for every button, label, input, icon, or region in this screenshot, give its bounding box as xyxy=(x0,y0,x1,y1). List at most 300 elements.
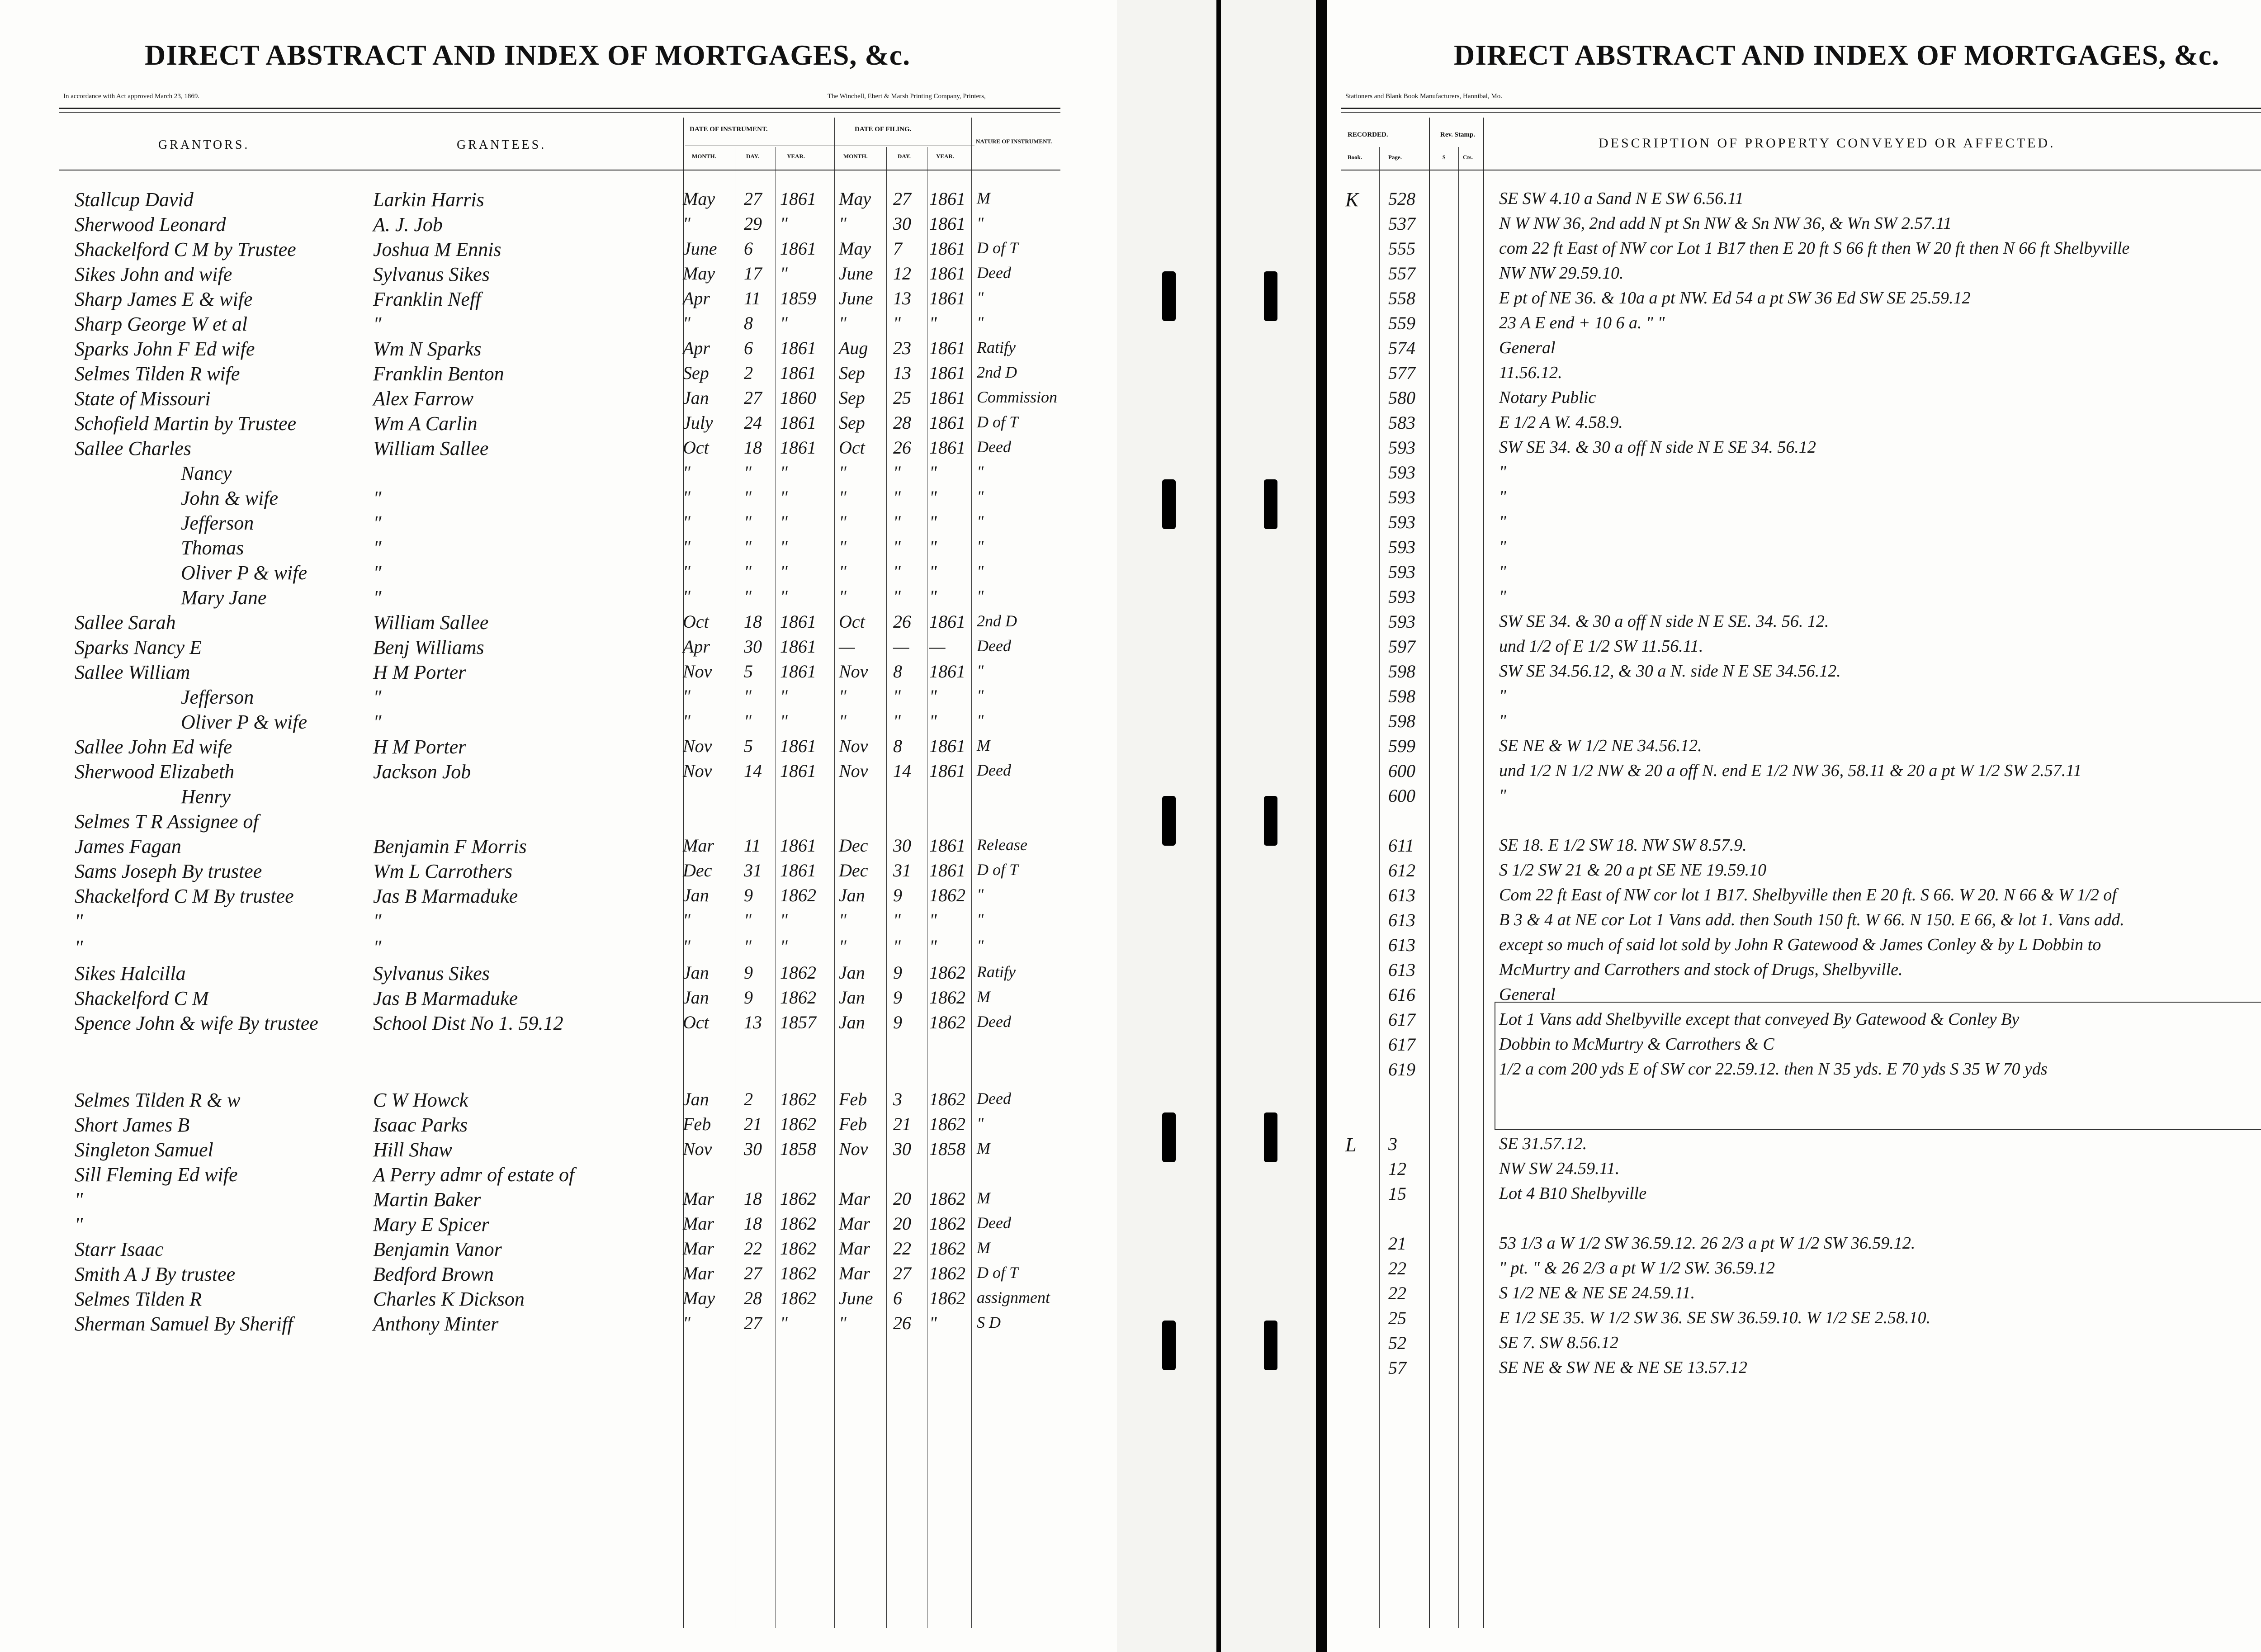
filing-month-cell: " xyxy=(839,313,847,333)
page-cell: 577 xyxy=(1388,363,1415,383)
instrument-year-cell: " xyxy=(780,263,788,284)
filing-month-cell: " xyxy=(839,1313,847,1333)
filing-year-cell: 1861 xyxy=(929,213,965,234)
instrument-year-cell: 1857 xyxy=(780,1012,816,1032)
instrument-month-cell: June xyxy=(683,238,717,259)
instrument-year-cell: " xyxy=(780,686,788,706)
filing-year-cell: " xyxy=(929,313,937,333)
instrument-day-cell: " xyxy=(744,936,752,956)
filing-year-cell: 1861 xyxy=(929,238,965,259)
instrument-day-cell: 22 xyxy=(744,1238,762,1259)
description-cell: N W NW 36, 2nd add N pt Sn NW & Sn NW 36, & Wn SW 2.57.11 xyxy=(1499,214,1952,233)
instrument-year-cell: 1862 xyxy=(780,1089,816,1109)
page-cell: 593 xyxy=(1388,437,1415,458)
nature-cell: D of T xyxy=(977,239,1019,257)
filing-month-cell: Nov xyxy=(839,1139,868,1159)
filing-day-cell: 30 xyxy=(893,1139,911,1159)
nature-cell: M xyxy=(977,1189,990,1207)
description-cell: Lot 4 B10 Shelbyville xyxy=(1499,1184,1647,1203)
header-rule-top xyxy=(1341,108,2261,109)
grantor-cell: Oliver P & wife xyxy=(181,562,307,584)
filing-month-cell: Mar xyxy=(839,1213,870,1234)
description-cell: " xyxy=(1499,686,1506,705)
grantor-cell: " xyxy=(75,936,83,958)
filing-month-cell: " xyxy=(839,462,847,483)
page-header: Page. xyxy=(1388,154,1402,161)
page-cell: 25 xyxy=(1388,1308,1406,1328)
filing-month-cell: " xyxy=(839,487,847,507)
filing-month-cell: Nov xyxy=(839,761,868,781)
book-cell: K xyxy=(1345,189,1359,211)
filing-year-cell: 1861 xyxy=(929,263,965,284)
instrument-day-cell: 18 xyxy=(744,1188,762,1209)
grantor-cell: " xyxy=(75,1213,83,1235)
grantor-cell: Sherwood Leonard xyxy=(75,213,226,236)
grantor-cell: John & wife xyxy=(181,487,279,509)
grantee-cell: Franklin Neff xyxy=(373,288,481,310)
nature-cell: " xyxy=(977,512,984,530)
instrument-month-cell: May xyxy=(683,189,715,209)
grantee-cell: Wm N Sparks xyxy=(373,338,482,360)
instrument-year-cell: 1861 xyxy=(780,338,816,358)
filing-year-cell: 1861 xyxy=(929,736,965,756)
grantee-cell: Hill Shaw xyxy=(373,1139,452,1161)
filing-year-cell: 1862 xyxy=(929,1263,965,1283)
grantee-cell: Joshua M Ennis xyxy=(373,238,501,260)
rule xyxy=(834,118,835,1628)
grantee-cell: Mary E Spicer xyxy=(373,1213,489,1235)
filing-month-cell: Mar xyxy=(839,1263,870,1283)
page-cell: 598 xyxy=(1388,711,1415,731)
grantor-cell: Shackelford C M xyxy=(75,987,209,1009)
instrument-month-cell: " xyxy=(683,562,691,582)
filing-year-cell: " xyxy=(929,587,937,607)
instrument-year-cell: 1861 xyxy=(780,363,816,383)
instrument-day-cell: 29 xyxy=(744,213,762,234)
grantor-cell: Short James B xyxy=(75,1114,190,1136)
page-cell: 555 xyxy=(1388,238,1415,259)
instrument-year-cell: 1862 xyxy=(780,1238,816,1259)
filing-month-cell: " xyxy=(839,512,847,532)
instrument-month-cell: Jan xyxy=(683,987,709,1008)
nature-cell: M xyxy=(977,1239,990,1257)
filing-year-cell: " xyxy=(929,936,937,956)
instrument-day-cell: 2 xyxy=(744,363,753,383)
description-cell: " pt. " & 26 2/3 a pt W 1/2 SW. 36.59.12 xyxy=(1499,1259,1775,1278)
instrument-month-cell: " xyxy=(683,487,691,507)
filing-year-cell: 1861 xyxy=(929,661,965,682)
cents-header: Cts. xyxy=(1463,154,1473,161)
description-cell: Dobbin to McMurtry & Carrothers & C xyxy=(1499,1035,1774,1054)
filing-day-cell: 3 xyxy=(893,1089,902,1109)
page-cell: 12 xyxy=(1388,1159,1406,1179)
instrument-year-cell: 1862 xyxy=(780,885,816,905)
description-cell: SW SE 34. & 30 a off N side N E SE. 34. 56. 12. xyxy=(1499,612,1829,631)
page-cell: 613 xyxy=(1388,960,1415,980)
description-cell: E 1/2 SE 35. W 1/2 SW 36. SE SW 36.59.10. W 1/2 SE 2.58.10. xyxy=(1499,1308,1931,1327)
description-cell: SE 18. E 1/2 SW 18. NW SW 8.57.9. xyxy=(1499,836,1747,855)
rev-stamp-header: Rev. Stamp. xyxy=(1440,131,1476,138)
instrument-month-cell: " xyxy=(683,711,691,731)
grantee-cell: Martin Baker xyxy=(373,1188,481,1211)
instrument-year-cell: 1861 xyxy=(780,860,816,880)
description-cell: com 22 ft East of NW cor Lot 1 B17 then E 20 ft S 66 ft then W 20 ft then N 66 ft Shelbyville xyxy=(1499,239,2130,258)
instrument-day-cell: " xyxy=(744,512,752,532)
description-cell: S 1/2 NE & NE SE 24.59.11. xyxy=(1499,1283,1695,1302)
instrument-year-cell: " xyxy=(780,487,788,507)
recorded-header: RECORDED. xyxy=(1348,131,1388,138)
instrument-year-cell: 1861 xyxy=(780,611,816,632)
book-header: Book. xyxy=(1348,154,1362,161)
filing-year-cell: 1862 xyxy=(929,1213,965,1234)
grantor-cell: Jefferson xyxy=(181,512,254,534)
nature-cell: " xyxy=(977,711,984,729)
filing-day-cell: 26 xyxy=(893,437,911,458)
grantors-header: GRANTORS. xyxy=(158,138,250,152)
description-cell: SW SE 34. & 30 a off N side N E SE 34. 56.12 xyxy=(1499,438,1816,457)
inst-month-header: MONTH. xyxy=(692,153,716,160)
nature-cell: " xyxy=(977,686,984,705)
filing-year-cell: " xyxy=(929,1313,937,1333)
filing-day-cell: 6 xyxy=(893,1288,902,1308)
grantee-cell: Sylvanus Sikes xyxy=(373,263,490,285)
header-rule-top xyxy=(59,108,1060,109)
rule xyxy=(1429,118,1430,1628)
filing-month-cell: Sep xyxy=(839,412,865,433)
book-cell: L xyxy=(1345,1134,1357,1156)
instrument-month-cell: May xyxy=(683,1288,715,1308)
page-cell: 593 xyxy=(1388,487,1415,507)
filing-month-cell: " xyxy=(839,587,847,607)
instrument-day-cell: 17 xyxy=(744,263,762,284)
grantor-cell: Spence John & wife By trustee xyxy=(75,1012,318,1034)
description-cell: McMurtry and Carrothers and stock of Drugs, Shelbyville. xyxy=(1499,960,1903,979)
filing-year-cell: 1862 xyxy=(929,1089,965,1109)
description-cell: " xyxy=(1499,587,1506,606)
nature-cell: " xyxy=(977,289,984,307)
grantee-cell: " xyxy=(373,936,382,958)
grantee-cell: H M Porter xyxy=(373,661,466,683)
filing-day-cell: 23 xyxy=(893,338,911,358)
instrument-month-cell: Mar xyxy=(683,1213,714,1234)
nature-cell: " xyxy=(977,662,984,680)
grantor-cell: Oliver P & wife xyxy=(181,711,307,733)
instrument-year-cell: 1862 xyxy=(780,1213,816,1234)
instrument-day-cell: 8 xyxy=(744,313,753,333)
grantee-cell: Benjamin F Morris xyxy=(373,835,527,857)
filing-year-cell: 1861 xyxy=(929,288,965,308)
instrument-year-cell: 1862 xyxy=(780,1188,816,1209)
filing-day-cell: 9 xyxy=(893,962,902,983)
description-cell: " xyxy=(1499,512,1506,531)
instrument-year-cell: 1862 xyxy=(780,1114,816,1134)
filing-day-cell: 21 xyxy=(893,1114,911,1134)
page-cell: 598 xyxy=(1388,661,1415,682)
instrument-day-cell: 27 xyxy=(744,388,762,408)
filing-day-cell: 20 xyxy=(893,1188,911,1209)
instrument-day-cell: 6 xyxy=(744,238,753,259)
filing-day-cell: " xyxy=(893,512,901,532)
filing-year-cell: " xyxy=(929,512,937,532)
grantor-cell: Starr Isaac xyxy=(75,1238,164,1260)
instrument-month-cell: Dec xyxy=(683,860,712,880)
filing-month-cell: Dec xyxy=(839,835,868,856)
instrument-month-cell: " xyxy=(683,462,691,483)
page-cell: 583 xyxy=(1388,412,1415,433)
instrument-day-cell: 27 xyxy=(744,189,762,209)
instrument-year-cell: 1862 xyxy=(780,962,816,983)
page-cell: 57 xyxy=(1388,1358,1406,1378)
filing-year-cell: 1861 xyxy=(929,437,965,458)
instrument-year-cell: " xyxy=(780,537,788,557)
instrument-year-cell: " xyxy=(780,1313,788,1333)
page-cell: 528 xyxy=(1388,189,1415,209)
printer-note: The Winchell, Ebert & Marsh Printing Company, Printers, xyxy=(828,93,986,100)
nature-cell: M xyxy=(977,988,990,1006)
grantor-cell: Selmes T R Assignee of xyxy=(75,810,259,833)
filing-day-cell: 9 xyxy=(893,1012,902,1032)
page-cell: 559 xyxy=(1388,313,1415,333)
nature-cell: Deed xyxy=(977,1214,1011,1232)
instrument-month-cell: " xyxy=(683,313,691,333)
nature-cell: Commission xyxy=(977,388,1058,406)
instrument-month-cell: Mar xyxy=(683,1263,714,1283)
filing-year-cell: " xyxy=(929,537,937,557)
grantor-cell: Sallee William xyxy=(75,661,190,683)
grantor-cell: Jefferson xyxy=(181,686,254,708)
instrument-year-cell: " xyxy=(780,213,788,234)
binding-mark xyxy=(1162,1321,1176,1370)
grantee-cell: School Dist No 1. 59.12 xyxy=(373,1012,563,1034)
nature-cell: " xyxy=(977,313,984,331)
filing-year-cell: 1861 xyxy=(929,412,965,433)
filing-month-cell: Feb xyxy=(839,1114,867,1134)
page-cell: 613 xyxy=(1388,935,1415,955)
page-cell: 619 xyxy=(1388,1059,1415,1079)
nature-cell: Deed xyxy=(977,438,1011,456)
filing-month-cell: " xyxy=(839,910,847,930)
filing-month-cell: May xyxy=(839,189,871,209)
grantor-cell: Mary Jane xyxy=(181,587,267,609)
instrument-year-cell: " xyxy=(780,313,788,333)
instrument-year-cell: 1862 xyxy=(780,987,816,1008)
filing-day-cell: 31 xyxy=(893,860,911,880)
filing-day-cell: 25 xyxy=(893,388,911,408)
instrument-day-cell: 27 xyxy=(744,1263,762,1283)
instrument-month-cell: " xyxy=(683,512,691,532)
grantor-cell: Singleton Samuel xyxy=(75,1139,213,1161)
grantor-cell: Schofield Martin by Trustee xyxy=(75,412,297,435)
filing-year-cell: 1861 xyxy=(929,189,965,209)
grantor-cell: James Fagan xyxy=(75,835,181,857)
nature-cell: Deed xyxy=(977,637,1011,655)
filing-year-cell: " xyxy=(929,711,937,731)
instrument-day-cell: 9 xyxy=(744,962,753,983)
filing-month-cell: Sep xyxy=(839,388,865,408)
filing-year-cell: 1862 xyxy=(929,1188,965,1209)
grantor-cell: Henry xyxy=(181,786,231,808)
instrument-year-cell: 1859 xyxy=(780,288,816,308)
filing-year-cell: 1862 xyxy=(929,962,965,983)
page-cell: 593 xyxy=(1388,587,1415,607)
filing-month-cell: Oct xyxy=(839,611,865,632)
filing-month-cell: Oct xyxy=(839,437,865,458)
instrument-day-cell: 18 xyxy=(744,611,762,632)
filing-year-cell: " xyxy=(929,487,937,507)
filing-month-cell: " xyxy=(839,562,847,582)
instrument-month-cell: Apr xyxy=(683,338,710,358)
description-cell: SE SW 4.10 a Sand N E SW 6.56.11 xyxy=(1499,189,1744,208)
page-cell: 580 xyxy=(1388,388,1415,408)
nature-cell: assignment xyxy=(977,1288,1050,1306)
instrument-day-cell: 30 xyxy=(744,636,762,657)
binding-mark xyxy=(1162,271,1176,321)
filing-day-cell: 8 xyxy=(893,661,902,682)
filing-year-cell: 1862 xyxy=(929,1238,965,1259)
instrument-month-cell: " xyxy=(683,587,691,607)
instrument-month-cell: May xyxy=(683,263,715,284)
instrument-day-cell: 24 xyxy=(744,412,762,433)
grantee-cell: A. J. Job xyxy=(373,213,443,236)
nature-cell: M xyxy=(977,189,990,207)
grantee-cell: C W Howck xyxy=(373,1089,468,1111)
instrument-day-cell: " xyxy=(744,537,752,557)
nature-cell: Deed xyxy=(977,1013,1011,1031)
filing-day-cell: " xyxy=(893,313,901,333)
filing-day-cell: 30 xyxy=(893,835,911,856)
instrument-year-cell: " xyxy=(780,711,788,731)
instrument-day-cell: 9 xyxy=(744,885,753,905)
description-cell: except so much of said lot sold by John R Gatewood & James Conley & by L Dobbin to xyxy=(1499,935,2101,954)
binding-mark xyxy=(1162,1112,1176,1162)
statute-note: In accordance with Act approved March 23, 1869. xyxy=(63,93,200,100)
filing-day-cell: 26 xyxy=(893,611,911,632)
grantor-cell: Selmes Tilden R & w xyxy=(75,1089,241,1111)
instrument-day-cell: 14 xyxy=(744,761,762,781)
description-cell: 53 1/3 a W 1/2 SW 36.59.12. 26 2/3 a pt W 1/2 SW 36.59.12. xyxy=(1499,1234,1916,1253)
description-cell: " xyxy=(1499,488,1506,506)
nature-cell: Deed xyxy=(977,1089,1011,1108)
instrument-month-cell: Mar xyxy=(683,1188,714,1209)
grantor-cell: Selmes Tilden R xyxy=(75,1288,202,1310)
filing-day-cell: " xyxy=(893,686,901,706)
grantor-cell: Smith A J By trustee xyxy=(75,1263,236,1285)
instrument-day-cell: 28 xyxy=(744,1288,762,1308)
filing-day-cell: 14 xyxy=(893,761,911,781)
nature-cell: " xyxy=(977,562,984,580)
binding-mark xyxy=(1162,796,1176,846)
grantor-cell: Sparks John F Ed wife xyxy=(75,338,255,360)
description-cell: " xyxy=(1499,711,1506,730)
page-cell: 593 xyxy=(1388,537,1415,557)
page-cell: 600 xyxy=(1388,761,1415,781)
filing-year-cell: " xyxy=(929,462,937,483)
page-cell: 612 xyxy=(1388,860,1415,880)
fil-day-header: DAY. xyxy=(898,153,911,160)
instrument-month-cell: " xyxy=(683,910,691,930)
instrument-year-cell: 1862 xyxy=(780,1263,816,1283)
instrument-day-cell: 9 xyxy=(744,987,753,1008)
instrument-year-cell: 1861 xyxy=(780,412,816,433)
grantee-cell: " xyxy=(373,562,382,584)
grantor-cell: Sparks Nancy E xyxy=(75,636,202,658)
filing-month-cell: Sep xyxy=(839,363,865,383)
nature-cell: D of T xyxy=(977,413,1019,431)
page-cell: 593 xyxy=(1388,512,1415,532)
instrument-day-cell: 27 xyxy=(744,1313,762,1333)
filing-day-cell: " xyxy=(893,587,901,607)
nature-cell: M xyxy=(977,736,990,754)
grantor-cell: Sherman Samuel By Sheriff xyxy=(75,1313,293,1335)
filing-month-cell: Aug xyxy=(839,338,868,358)
grantee-cell: Benjamin Vanor xyxy=(373,1238,502,1260)
grantee-cell: " xyxy=(373,487,382,509)
instrument-day-cell: " xyxy=(744,910,752,930)
instrument-year-cell: " xyxy=(780,910,788,930)
filing-year-cell: 1861 xyxy=(929,761,965,781)
grantee-cell: " xyxy=(373,910,382,932)
instrument-month-cell: Oct xyxy=(683,1012,709,1032)
description-cell: SW SE 34.56.12, & 30 a N. side N E SE 34.56.12. xyxy=(1499,662,1841,681)
filing-month-cell: " xyxy=(839,213,847,234)
description-cell: 23 A E end + 10 6 a. " " xyxy=(1499,313,1665,332)
book-gutter xyxy=(1117,0,1327,1652)
description-cell: 1/2 a com 200 yds E of SW cor 22.59.12. then N 35 yds. E 70 yds S 35 W 70 yds xyxy=(1499,1060,2048,1079)
instrument-year-cell: " xyxy=(780,936,788,956)
instrument-month-cell: " xyxy=(683,213,691,234)
nature-header: NATURE OF INSTRUMENT. xyxy=(976,138,1052,145)
nature-cell: M xyxy=(977,1139,990,1157)
filing-year-cell: 1861 xyxy=(929,860,965,880)
instrument-month-cell: Nov xyxy=(683,736,712,756)
grantor-cell: Sallee Sarah xyxy=(75,611,176,634)
filing-month-cell: " xyxy=(839,686,847,706)
grantor-cell: State of Missouri xyxy=(75,388,211,410)
instrument-day-cell: 5 xyxy=(744,736,753,756)
filing-year-cell: 1861 xyxy=(929,835,965,856)
instrument-day-cell: 2 xyxy=(744,1089,753,1109)
instrument-month-cell: Oct xyxy=(683,437,709,458)
filing-year-cell: 1861 xyxy=(929,611,965,632)
filing-day-cell: " xyxy=(893,936,901,956)
filing-day-cell: 7 xyxy=(893,238,902,259)
filing-year-cell: 1862 xyxy=(929,987,965,1008)
filing-day-cell: " xyxy=(893,910,901,930)
grantee-cell: Sylvanus Sikes xyxy=(373,962,490,985)
page-cell: 598 xyxy=(1388,686,1415,706)
grantor-cell: Sherwood Elizabeth xyxy=(75,761,235,783)
filing-month-cell: Jan xyxy=(839,987,865,1008)
nature-cell: " xyxy=(977,214,984,232)
description-cell: Notary Public xyxy=(1499,388,1596,407)
binding-mark xyxy=(1264,271,1277,321)
grantee-cell: William Sallee xyxy=(373,611,489,634)
instrument-day-cell: " xyxy=(744,711,752,731)
nature-cell: " xyxy=(977,463,984,481)
nature-cell: 2nd D xyxy=(977,612,1017,630)
grantor-cell: Sams Joseph By trustee xyxy=(75,860,262,882)
header-rule-top-thin xyxy=(1341,112,2261,113)
instrument-day-cell: 21 xyxy=(744,1114,762,1134)
filing-day-cell: 27 xyxy=(893,189,911,209)
filing-month-cell: Dec xyxy=(839,860,868,880)
filing-month-cell: Mar xyxy=(839,1188,870,1209)
instrument-year-cell: 1861 xyxy=(780,189,816,209)
grantee-cell: Wm A Carlin xyxy=(373,412,478,435)
filing-month-cell: Jan xyxy=(839,885,865,905)
grantee-cell: Larkin Harris xyxy=(373,189,484,211)
instrument-year-cell: 1861 xyxy=(780,661,816,682)
